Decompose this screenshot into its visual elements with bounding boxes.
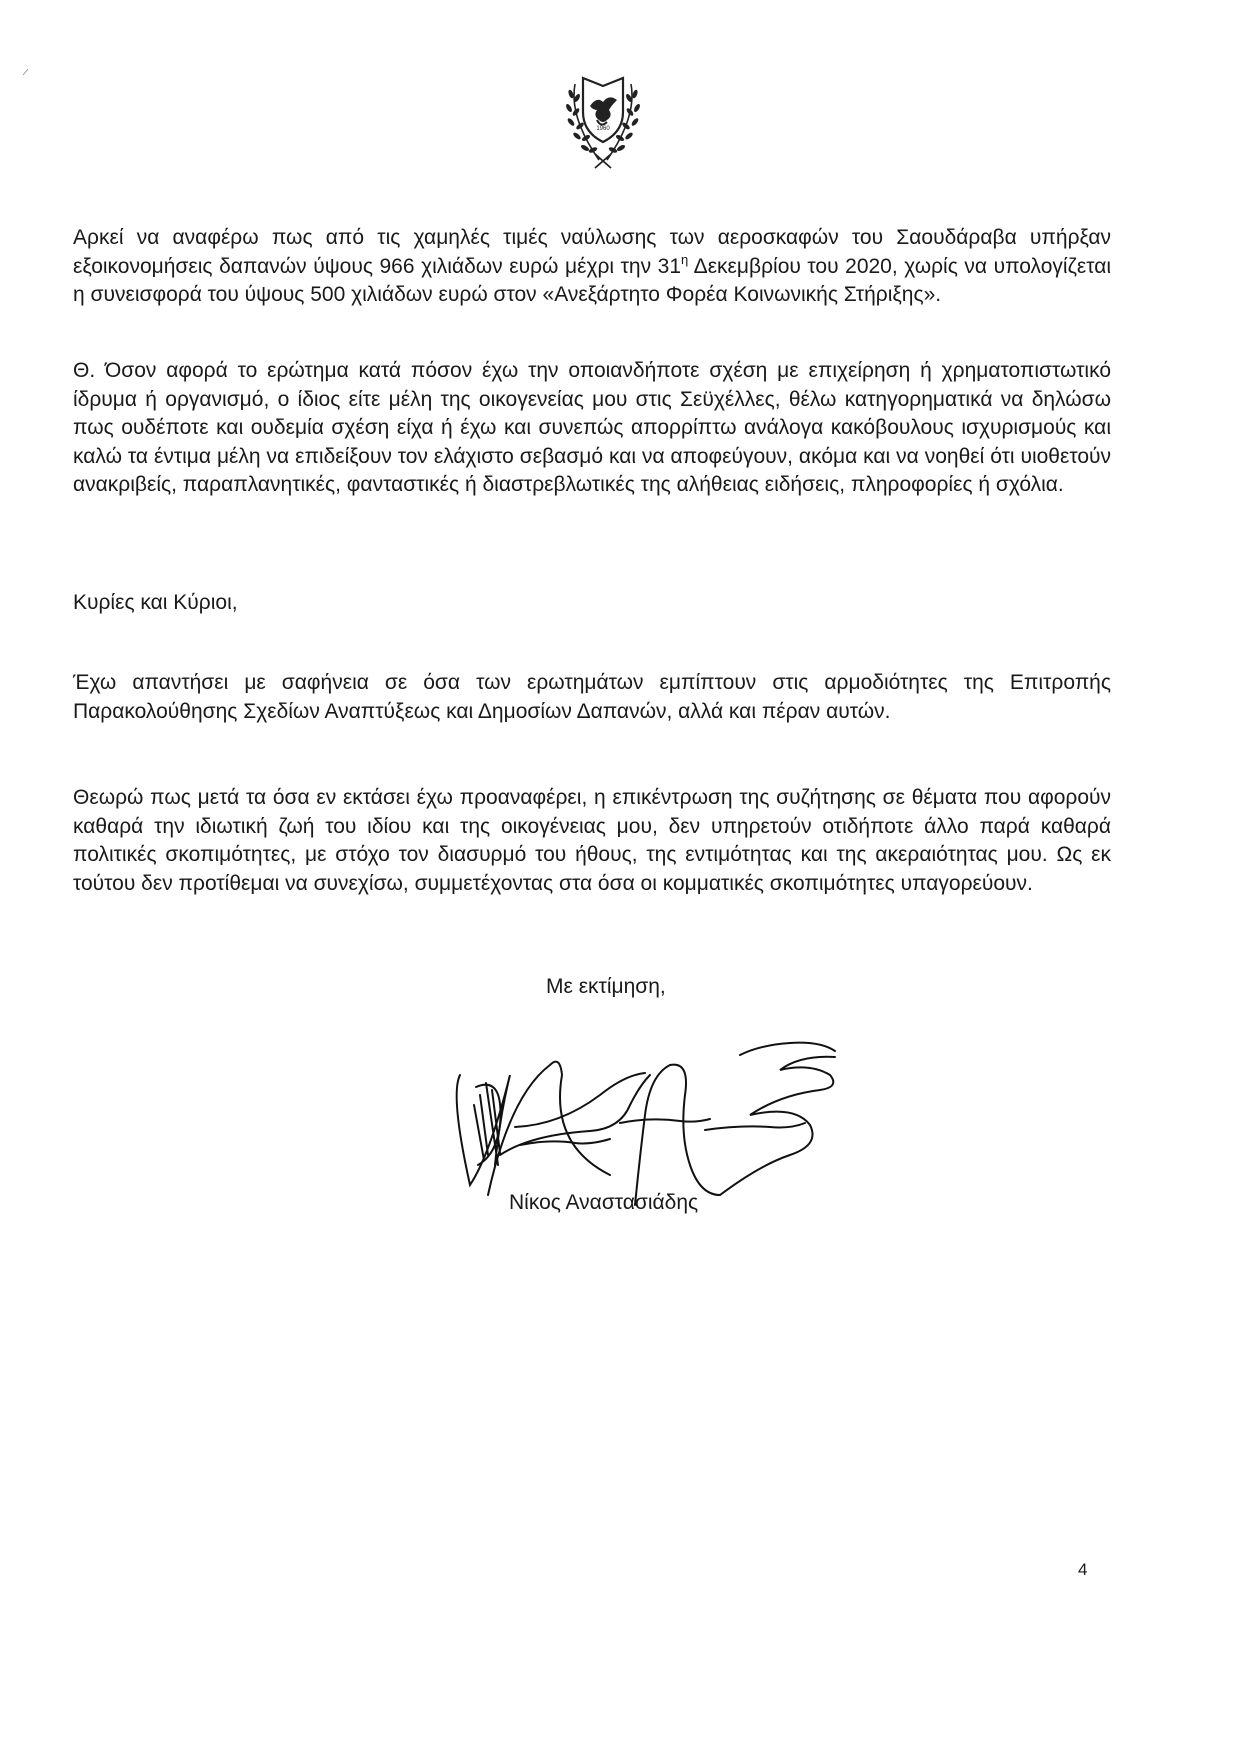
page-number: 4 bbox=[1078, 1560, 1088, 1579]
svg-text:1960: 1960 bbox=[596, 126, 610, 132]
salutation: Κυρίες και Κύριοι, bbox=[73, 591, 238, 614]
paragraph-savings-tail: Δεκεμβρίου του 2020, χωρίς να υπολογίζεται η συνεισφορά του ύψους 500 χιλιάδων ευρώ στον «Ανεξάρτητο Φορέα Κοινωνικής Στήριξης». bbox=[73, 254, 1111, 306]
closing-phrase: Με εκτίμηση, bbox=[546, 975, 666, 998]
ordinal-superscript: η bbox=[681, 251, 689, 267]
cyprus-coat-of-arms-icon bbox=[553, 72, 653, 172]
scan-speck-icon bbox=[22, 68, 30, 76]
paragraph-seychelles: Θ. Όσον αφορά το ερώτημα κατά πόσον έχω την οποιανδήποτε σχέση με επιχείρηση ή χρηματοπιστωτικό ίδρυμα ή οργανισμό, ο ίδιος είτε μέλη της οικογενείας μου στις Σεϋχέλλες, θέλω κατηγορηματικά να δηλώσω πως ουδέποτε και ουδεμία σχέση είχα ή έχω και συνεπώς απορρίπτω ανάλογα κακόβουλους ισχυρισμούς και καλώ τα έντιμα μέλη να επιδείξουν τον ελάχιστο σεβασμό και να αποφεύγουν, ακόμα και να νοηθεί ότι υιοθετούν ανακριβείς, παραπλανητικές, φανταστικές ή διαστρεβλωτικές της αλήθειας ειδήσεις, πληροφορίες ή σχόλια. bbox=[73, 359, 1111, 496]
paragraph-answered: Έχω απαντήσει με σαφήνεια σε όσα των ερωτημάτων εμπίπτουν στις αρμοδιότητες της Επιτροπής Παρακολούθησης Σχεδίων Αναπτύξεως και Δημοσίων Δαπανών, αλλά και πέραν αυτών. bbox=[73, 671, 1111, 723]
paragraph-savings bbox=[73, 224, 1111, 310]
paragraph-savings-text: Αρκεί να αναφέρω πως από τις χαμηλές τιμές ναύλωσης των αεροσκαφών του Σαουδάραβα υπήρξαν εξοικονομήσεις δαπανών ύψους 966 χιλιάδων ευρώ μέχρι την 31 bbox=[73, 226, 1111, 278]
signer-name: Νίκος Αναστασιάδης bbox=[509, 1191, 699, 1214]
paragraph-conclusion: Θεωρώ πως μετά τα όσα εν εκτάσει έχω προαναφέρει, η επικέντρωση της συζήτησης σε θέματα που αφορούν καθαρά την ιδιωτική ζωή του ιδίου και της οικογένειας μου, δεν υπηρετούν οτιδήποτε άλλο παρά καθαρά πολιτικές σκοπιμότητες, με στόχο τον διασυρμό του ήθους, της εντιμότητας και της ακεραιότητας μου. Ως εκ τούτου δεν προτίθεμαι να συνεχίσω, συμμετέχοντας στα όσα οι κομματικές σκοπιμότητες υπαγορεύουν. bbox=[73, 786, 1111, 895]
